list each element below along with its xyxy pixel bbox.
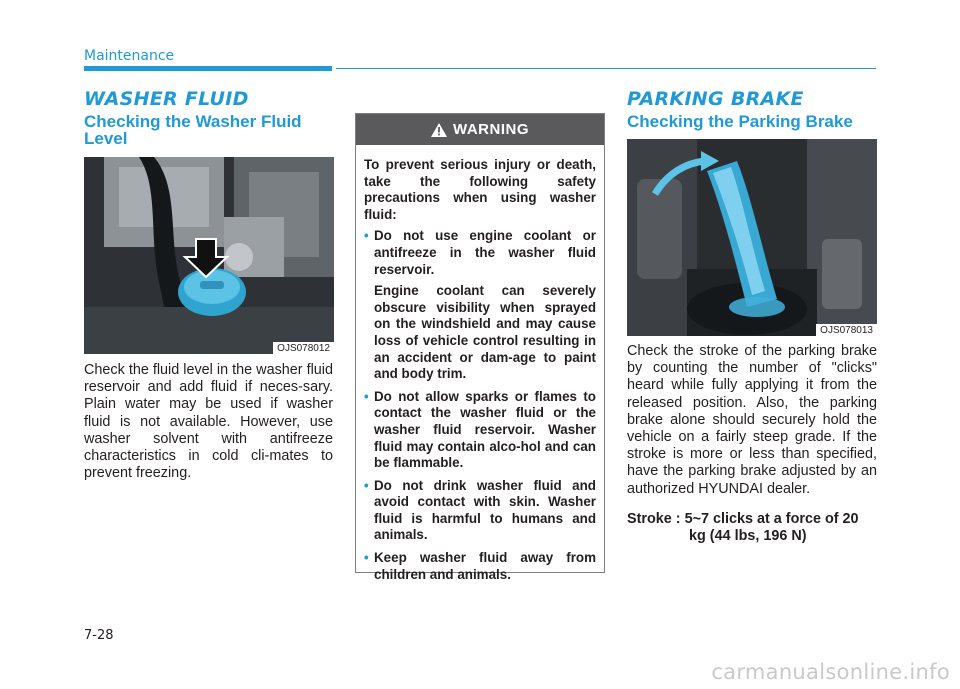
washer-fluid-subheading: Checking the Washer Fluid Level bbox=[84, 112, 302, 148]
parking-brake-subheading: Checking the Parking Brake bbox=[627, 112, 853, 131]
section-label: Maintenance bbox=[84, 48, 175, 64]
header-rule-thick bbox=[84, 66, 332, 71]
warning-box bbox=[355, 113, 605, 582]
header-rule-thin bbox=[336, 68, 876, 69]
stroke-spec-line1: Stroke : 5~7 clicks at a force of 20 bbox=[627, 511, 859, 527]
washer-reservoir-photo bbox=[84, 157, 334, 354]
warning-triangle-icon bbox=[431, 123, 447, 137]
warning-title: WARNING bbox=[453, 121, 529, 138]
parking-photo-code: OJS078013 bbox=[816, 324, 877, 336]
warning-item bbox=[364, 228, 596, 382]
parking-brake-heading: PARKING BRAKE bbox=[627, 88, 804, 110]
washer-fluid-paragraph: Check the fluid level in the washer fluid reservoir and add fluid if neces-sary. Plain water may be used if washer fluid is not available. However, use washer solvent with antifreeze characteristics in cold cli-mates to prevent freezing. bbox=[84, 362, 333, 482]
washer-photo-code: OJS078012 bbox=[273, 342, 334, 354]
warning-list bbox=[364, 228, 596, 583]
parking-brake-body bbox=[627, 343, 877, 498]
watermark: carmanualsonline.info bbox=[711, 660, 950, 684]
bullet-dot-icon: • bbox=[364, 550, 369, 566]
warning-item bbox=[364, 389, 596, 472]
bullet-dot-icon: • bbox=[364, 228, 369, 244]
stroke-spec bbox=[627, 511, 877, 545]
warning-item-text: Keep washer fluid away from children and animals. bbox=[374, 550, 596, 582]
parking-brake-photo bbox=[627, 139, 877, 336]
warning-header bbox=[356, 114, 604, 145]
washer-fluid-body bbox=[84, 362, 333, 482]
washer-fluid-heading: WASHER FLUID bbox=[84, 88, 249, 110]
warning-item-text: Do not drink washer fluid and avoid contact with skin. Washer fluid is harmful to humans and animals. bbox=[374, 477, 596, 543]
bullet-dot-icon: • bbox=[364, 388, 369, 404]
warning-item-text: Do not allow sparks or flames to contact the washer fluid or the washer fluid reservoir. Washer fluid may contain alco-hol and can be flammable. bbox=[374, 388, 596, 471]
warning-body bbox=[356, 145, 604, 583]
stroke-spec-line2: kg (44 lbs, 196 N) bbox=[689, 528, 807, 545]
warning-intro: To prevent serious injury or death, take the following safety precautions when using washer fluid: bbox=[364, 157, 596, 222]
warning-item-text: Do not use engine coolant or antifreeze in the washer fluid reservoir. bbox=[374, 228, 596, 277]
bullet-dot-icon: • bbox=[364, 477, 369, 493]
parking-brake-paragraph: Check the stroke of the parking brake by counting the number of "clicks" heard while fully applying it from the released position. Also, the parking brake alone should securely hold the vehicle on a fairly steep grade. If the stroke is more or less than specified, have the parking brake adjusted by an authorized HYUNDAI dealer. bbox=[627, 343, 877, 497]
page-number: 7-28 bbox=[84, 628, 114, 643]
warning-item bbox=[364, 550, 596, 583]
warning-item bbox=[364, 478, 596, 544]
warning-item-extra: Engine coolant can severely obscure visibility when sprayed on the windshield and may cause loss of vehicle control resulting in an accident or dam-age to paint and body trim. bbox=[374, 283, 596, 382]
